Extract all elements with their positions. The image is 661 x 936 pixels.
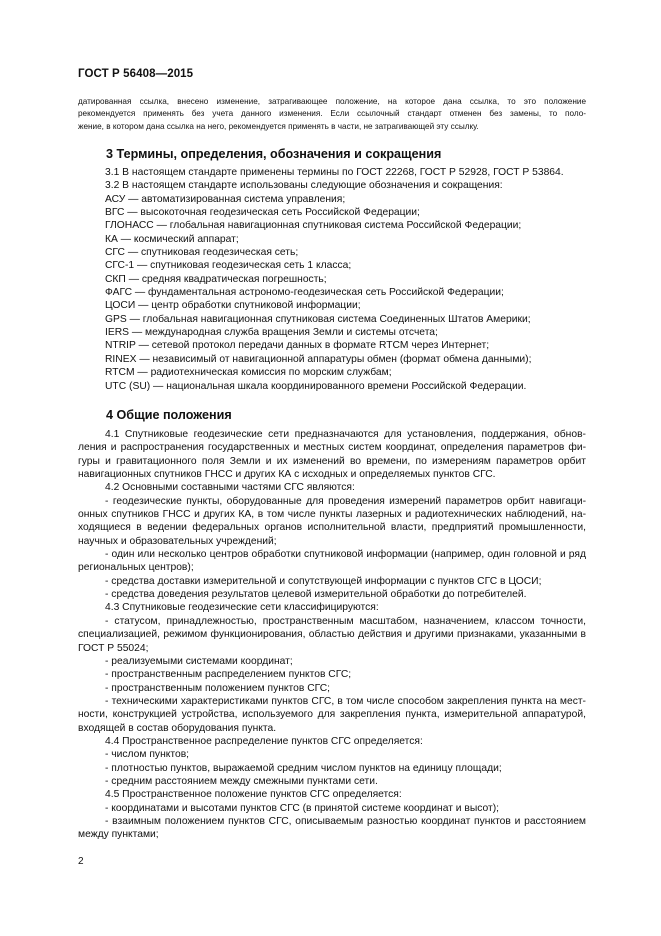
abbreviation-item: GPS — глобальная навигационная спутниковая система Соединенных Штатов Америки; (105, 313, 531, 325)
paragraph-line: специализацией, режимом функционирования, областью действия и другими признаками, указанными в (78, 629, 586, 641)
paragraph-line: - плотностью пунктов, выражаемой средним числом пунктов на единицу площади; (105, 762, 502, 774)
paragraph-line: - числом пунктов; (105, 749, 190, 761)
paragraph-line: - средства доведения результатов целевой измерительной обработки до потребителей. (105, 589, 527, 601)
paragraph-line: ления и распространения государственных и местных систем координат, определения параметров фи- (78, 442, 586, 454)
paragraph-line: ности, конструкцией устройства, используемого для закрепления пункта, измерительной аппаратурой, (78, 709, 586, 721)
paragraph-line: 4.3 Спутниковые геодезические сети классифицируются: (105, 602, 379, 614)
abbreviation-item: NTRIP — сетевой протокол передачи данных в формате RTCM через Интернет; (105, 340, 490, 352)
paragraph-line: 4.1 Спутниковые геодезические сети предназначаются для установления, поддержания, обнов- (105, 429, 586, 440)
section-4-body (78, 428, 586, 842)
paragraph-line: 4.5 Пространственное положение пунктов СГС определяется: (105, 789, 402, 801)
abbreviation-item: RINEX — независимый от навигационной аппаратуры обмен (формат обмена данными); (105, 353, 532, 365)
paragraph-line: научных и образовательных учреждений; (78, 535, 277, 547)
abbreviation-item: СКП — средняя квадратическая погрешность; (105, 273, 327, 285)
paragraph-line: между пунктами; (78, 829, 159, 841)
abbreviation-item: ЦОСИ — центр обработки спутниковой информации; (105, 300, 361, 312)
paragraph-line: - средства доставки измерительной и сопутствующей информации с пунктов СГС в ЦОСИ; (105, 575, 542, 587)
intro-line: жение, в котором дана ссылка на него, рекомендуется применять в части, не затрагивающей эту ссылку. (78, 121, 479, 131)
abbreviation-item: ГЛОНАСС — глобальная навигационная спутниковая система Российской Федерации; (105, 220, 522, 232)
paragraph-line: 4.2 Основными составными частями СГС являются: (105, 482, 355, 494)
section-4-heading: 4 Общие положения (106, 408, 232, 422)
section-3-body (78, 166, 586, 393)
paragraph-line: - один или несколько центров обработки спутниковой информации (например, один головной и ряд (105, 549, 586, 561)
standard-header: ГОСТ Р 56408—2015 (78, 68, 194, 80)
clause-line: 3.2 В настоящем стандарте использованы следующие обозначения и сокращения: (105, 180, 503, 192)
intro-line: рекомендуется применять без учета данного изменения. Если ссылочный стандарт отменен без замены, то поло- (78, 109, 586, 119)
abbreviation-item: СГС — спутниковая геодезическая сеть; (105, 247, 299, 259)
abbreviation-item: IERS — международная служба вращения Земли и системы отсчета; (105, 327, 438, 339)
paragraph-line: - техническими характеристиками пунктов СГС, в том числе способом закрепления пункта на мест- (105, 695, 586, 707)
abbreviation-item: АСУ — автоматизированная система управления; (105, 193, 346, 205)
paragraph-line: гуры и гравитационного поля Земли и их изменений во времени, по измерениям параметров орбит (78, 455, 586, 467)
paragraph-line: навигационных спутников ГНСС и других КА с исходных и определяемых пунктов СГС. (78, 469, 496, 481)
paragraph-line: - геодезические пункты, оборудованные для проведения измерений параметров орбит навигаци- (105, 495, 586, 507)
paragraph-line: - координатами и высотами пунктов СГС (в принятой системе координат и высот); (105, 802, 500, 814)
paragraph-line: - статусом, принадлежностью, пространственным масштабом, назначением, классом точности, (105, 615, 586, 627)
page-number: 2 (78, 856, 84, 867)
clause-line: 3.1 В настоящем стандарте применены термины по ГОСТ 22268, ГОСТ Р 52928, ГОСТ Р 53864. (105, 167, 564, 178)
abbreviation-item: КА — космический аппарат; (105, 233, 239, 245)
paragraph-line: ходящиеся в ведении федеральных органов исполнительной власти, предприятий промышленности, (78, 522, 586, 534)
paragraph-line: - пространственным положением пунктов СГС; (105, 682, 331, 694)
intro-paragraph (78, 96, 586, 133)
paragraph-line: 4.4 Пространственное распределение пунктов СГС определяется: (105, 735, 423, 747)
paragraph-line: региональных центров); (78, 562, 194, 574)
abbreviation-item: RTCM — радиотехническая комиссия по морским службам; (105, 367, 392, 379)
abbreviation-item: UTC (SU) — национальная шкала координированного времени Российской Федерации. (105, 380, 527, 392)
paragraph-line: онных спутников ГНСС и других КА, в том числе пункты лазерных и радиотехнических наблюдений, на- (78, 509, 586, 521)
section-3-heading: 3 Термины, определения, обозначения и сокращения (106, 147, 442, 161)
abbreviation-item: ВГС — высокоточная геодезическая сеть Российской Федерации; (105, 207, 420, 219)
paragraph-line: - реализуемыми системами координат; (105, 655, 293, 667)
abbreviation-item: ФАГС — фундаментальная астрономо-геодезическая сеть Российской Федерации; (105, 287, 504, 299)
abbreviation-item: СГС-1 — спутниковая геодезическая сеть 1 класса; (105, 260, 352, 272)
paragraph-line: - взаимным положением пунктов СГС, описываемым разностью координат пунктов и расстоянием (105, 815, 586, 827)
paragraph-line: - пространственным распределением пунктов СГС; (105, 669, 352, 681)
paragraph-line: ГОСТ Р 55024; (78, 642, 149, 654)
paragraph-line: входящей в состав оборудования пункта. (78, 722, 277, 734)
intro-line: датированная ссылка, внесено изменение, затрагивающее положение, на которое дана ссылка, то это положение (78, 97, 586, 106)
paragraph-line: - средним расстоянием между смежными пунктами сети. (105, 775, 378, 787)
